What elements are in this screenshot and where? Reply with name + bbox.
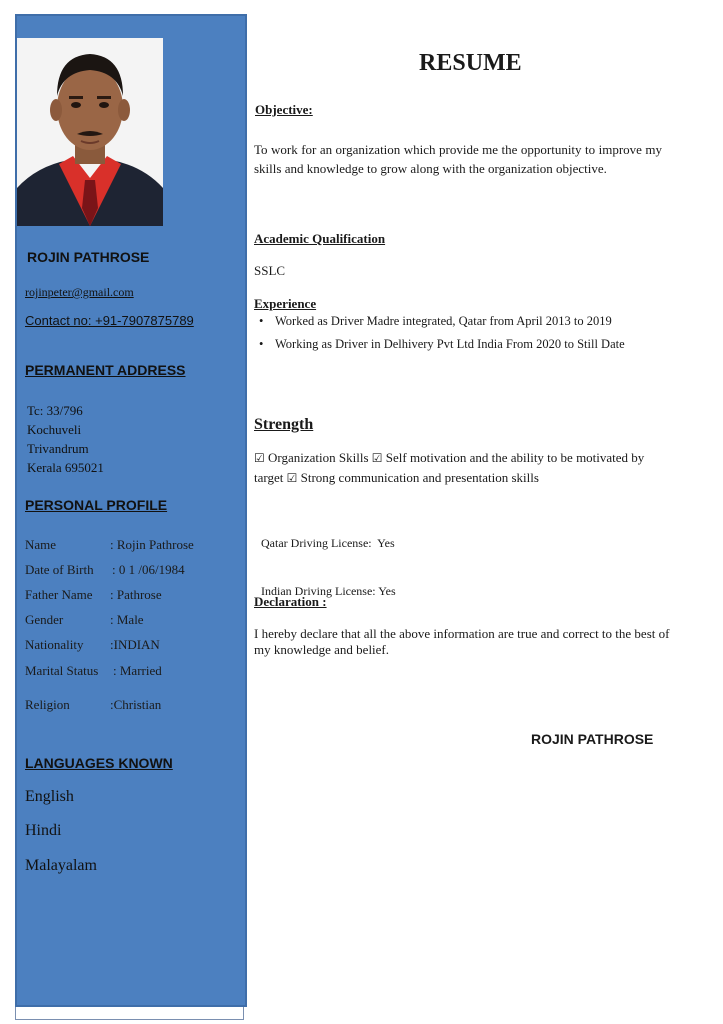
email-link[interactable]: rojinpeter@gmail.com [25,285,134,299]
experience-list [254,314,684,360]
profile-label: Religion [25,697,70,712]
profile-value: :INDIAN [110,637,160,652]
profile-label: Nationality [25,637,84,652]
languages-heading: LANGUAGES KNOWN [25,755,173,771]
academic-heading: Academic Qualification [254,231,386,246]
language-item: Malayalam [25,857,97,874]
checked-box-icon: ☑ [254,451,265,465]
address-line: Tc: 33/796 [27,403,83,418]
strength-item: Self motivation and the ability to be motivated by target [254,450,645,485]
license-line: Qatar Driving License: Yes [261,536,395,550]
objective-text: To work for an organization which provide me the opportunity to improve my skills and knowledge to grow along with the organization objective. [254,142,662,176]
profile-value: : Married [113,663,162,678]
declaration-heading: Declaration : [254,594,327,609]
academic-text: SSLC [254,263,286,278]
strength-item: Organization Skills [268,450,369,465]
profile-label: Date of Birth [25,562,94,577]
profile-row-marital [25,663,162,679]
license-line: Indian Driving License: Yes [261,584,396,598]
profile-value: :Christian [110,697,162,712]
profile-row-gender [25,612,144,628]
address-block [27,401,104,477]
profile-label: Marital Status [25,663,99,678]
profile-value: : Pathrose [110,587,162,602]
profile-photo [17,38,163,226]
signature-name: ROJIN PATHROSE [531,731,654,747]
sidebar-name: ROJIN PATHROSE [27,249,150,265]
contact-number: Contact no: +91-7907875789 [25,313,194,328]
bullet-icon: • [259,337,264,351]
strength-text [254,448,676,488]
profile-label: Name [25,537,57,552]
profile-row-name [25,537,194,553]
list-item [254,337,684,360]
profile-label: Gender [25,612,64,627]
strength-heading: Strength [254,416,314,433]
page-title: RESUME [419,50,522,76]
strength-item: Strong communication and presentation skills [300,470,539,485]
language-item: English [25,788,74,805]
experience-text: Worked as Driver Madre integrated, Qatar from April 2013 to 2019 [275,314,612,328]
objective-heading: Objective: [255,102,313,117]
address-line: Kochuveli [27,422,82,437]
declaration-text: I hereby declare that all the above information are true and correct to the best of my knowledge and belief. [254,626,670,657]
profile-label: Father Name [25,587,93,602]
list-item [254,314,684,337]
profile-value: : Male [110,612,144,627]
profile-row-religion [25,697,162,713]
profile-row-nationality [25,637,160,653]
bullet-icon: • [259,314,264,328]
checked-box-icon: ☑ [371,451,383,465]
address-line: Trivandrum [27,441,89,456]
profile-row-dob [25,562,185,578]
language-item: Hindi [25,822,62,839]
profile-value: : 0 1 /06/1984 [112,562,185,577]
address-line: Kerala 695021 [27,460,104,475]
checked-box-icon: ☑ [286,471,298,485]
experience-text: Working as Driver in Delhivery Pvt Ltd India From 2020 to Still Date [275,337,625,351]
profile-row-father [25,587,162,603]
address-heading: PERMANENT ADDRESS [25,362,186,378]
profile-heading: PERSONAL PROFILE [25,497,168,513]
profile-value: : Rojin Pathrose [110,537,194,552]
experience-heading: Experience [254,296,317,311]
